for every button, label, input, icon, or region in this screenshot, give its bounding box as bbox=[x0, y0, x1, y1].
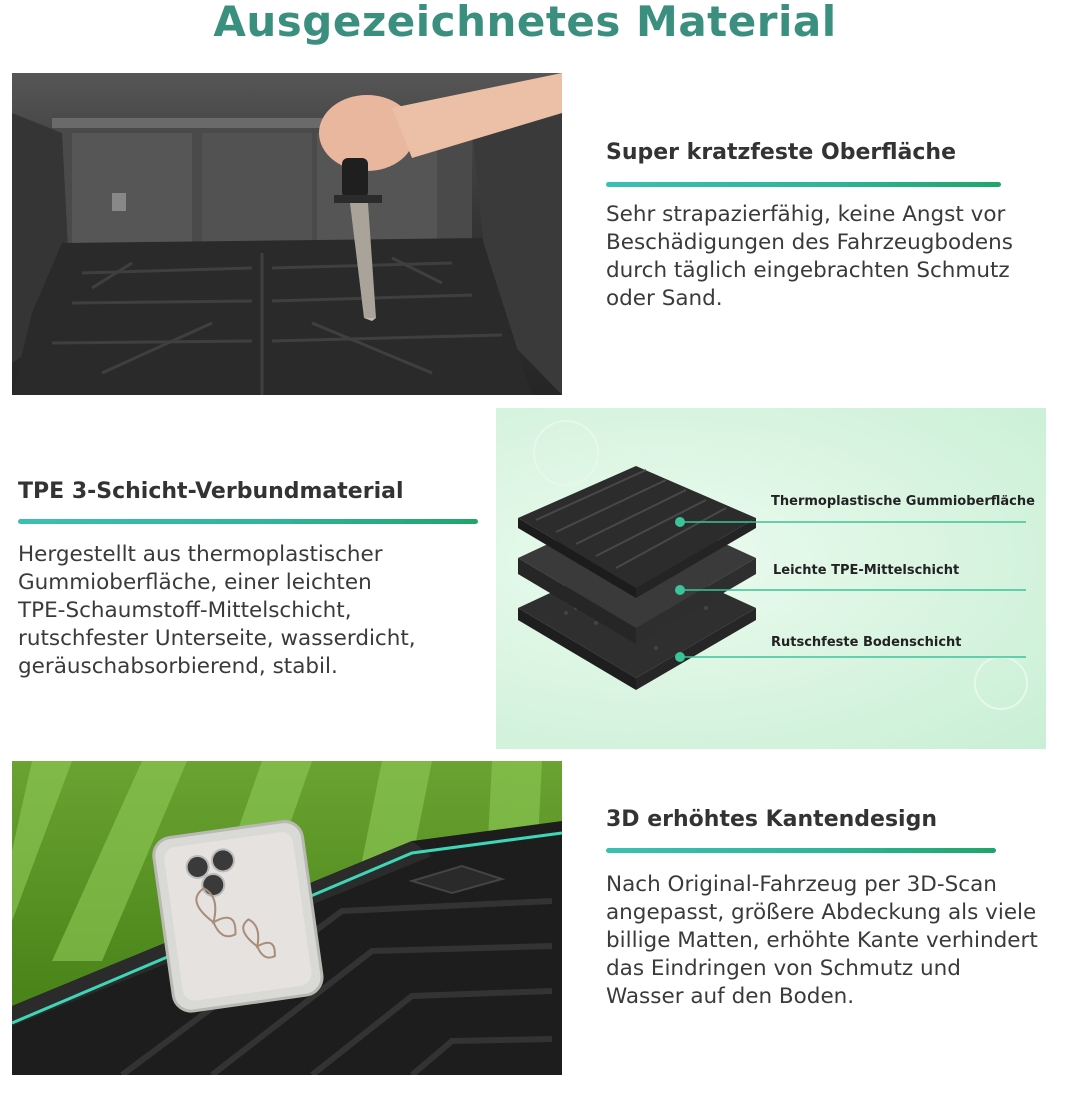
body-line: oder Sand. bbox=[606, 286, 723, 311]
accent-bar bbox=[606, 182, 1001, 187]
body-line: Gummioberfläche, einer leichten bbox=[18, 570, 372, 595]
raised-edge-photo bbox=[12, 761, 562, 1075]
body-line: Hergestellt aus thermoplastischer bbox=[18, 542, 383, 567]
body-line: das Eindringen von Schmutz und bbox=[606, 956, 961, 981]
body-line: Nach Original-Fahrzeug per 3D-Scan bbox=[606, 872, 997, 897]
feature-body-scratch-resistant bbox=[606, 201, 1066, 313]
body-line: Sehr strapazierfähig, keine Angst vor bbox=[606, 202, 1006, 227]
page-title: Ausgezeichnetes Material bbox=[213, 0, 837, 46]
body-line: Wasser auf den Boden. bbox=[606, 984, 855, 1009]
accent-bar bbox=[18, 519, 478, 524]
trunk-knife-photo bbox=[12, 73, 562, 395]
feature-title-scratch-resistant: Super kratzfeste Oberfläche bbox=[606, 140, 957, 165]
feature-title-tpe-material: TPE 3-Schicht-Verbundmaterial bbox=[18, 479, 404, 504]
body-line: Beschädigungen des Fahrzeugbodens bbox=[606, 230, 1013, 255]
body-line: angepasst, größere Abdeckung als viele bbox=[606, 900, 1037, 925]
body-line: durch täglich eingebrachten Schmutz bbox=[606, 258, 1010, 283]
layer-label-middle: Leichte TPE-Mittelschicht bbox=[773, 563, 960, 578]
feature-body-raised-edge bbox=[606, 871, 1076, 1011]
material-layers-diagram bbox=[496, 408, 1046, 749]
layer-label-bottom: Rutschfeste Bodenschicht bbox=[771, 635, 962, 650]
feature-title-raised-edge: 3D erhöhtes Kantendesign bbox=[606, 807, 937, 832]
accent-bar bbox=[606, 848, 996, 853]
body-line: geräuschabsorbierend, stabil. bbox=[18, 654, 338, 679]
body-line: rutschfester Unterseite, wasserdicht, bbox=[18, 626, 416, 651]
layer-label-surface: Thermoplastische Gummioberfläche bbox=[771, 494, 1035, 509]
body-line: billige Matten, erhöhte Kante verhindert bbox=[606, 928, 1038, 953]
body-line: TPE-Schaumstoff-Mittelschicht, bbox=[18, 598, 352, 623]
feature-body-tpe-material bbox=[18, 541, 488, 681]
